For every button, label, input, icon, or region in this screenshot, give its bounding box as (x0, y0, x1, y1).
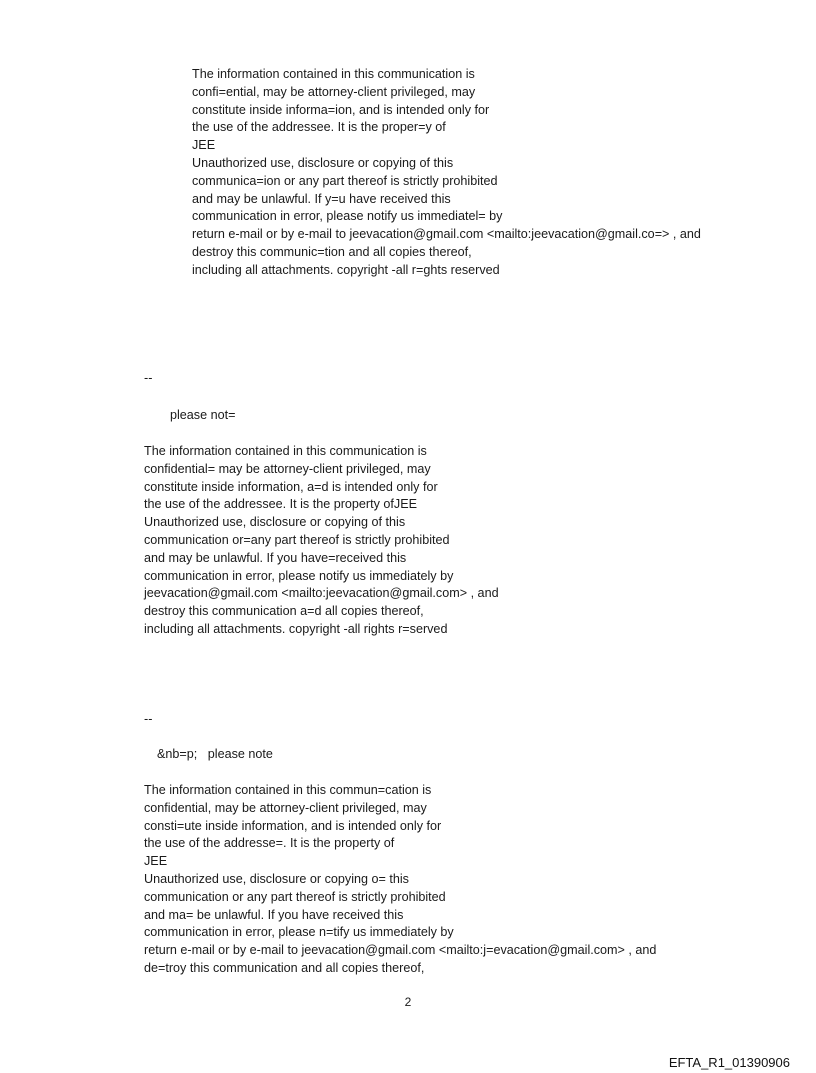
page-number: 2 (404, 995, 412, 1009)
text-line: communication in error, please notify us immediately by (144, 568, 454, 583)
text-line: the use of the addressee. It is the proper=y of (192, 120, 446, 135)
text-line: and ma= be unlawful. If you have received this (144, 907, 404, 922)
text-line: constitute inside information, a=d is intended only for (144, 479, 438, 494)
text-line: destroy this communication a=d all copies thereof, (144, 604, 424, 619)
text-line: return e-mail or by e-mail to jeevacation@gmail.com <mailto:jeevacation@gmail.co=> , and (192, 227, 701, 242)
text-line: communication in error, please n=tify us immediately by (144, 925, 454, 940)
text-line: the use of the addressee. It is the property ofJEE (144, 497, 418, 512)
salutation-line: &nb=p; please note (157, 747, 273, 761)
text-line: confidential, may be attorney-client privileged, may (144, 800, 427, 815)
text-line: Unauthorized use, disclosure or copying o= this (144, 871, 409, 886)
disclaimer-block-3 (144, 782, 656, 978)
text-line: Unauthorized use, disclosure or copying of this (192, 155, 454, 170)
text-line: and may be unlawful. If you have=received this (144, 550, 407, 565)
text-line: communica=ion or any part thereof is strictly prohibited (192, 173, 498, 188)
text-line: de=troy this communication and all copies thereof, (144, 960, 425, 975)
signature-separator: -- (144, 712, 153, 726)
text-line: communication or=any part thereof is strictly prohibited (144, 532, 450, 547)
text-line: The information contained in this communication is (192, 67, 475, 81)
disclaimer-block-1 (192, 66, 701, 280)
text-line: confidential= may be attorney-client privileged, may (144, 461, 431, 476)
text-line: jeevacation@gmail.com <mailto:jeevacation@gmail.com> , and (144, 586, 499, 601)
signature-separator: -- (144, 371, 153, 385)
text-line: consti=ute inside information, and is intended only for (144, 818, 442, 833)
salutation-line: please not= (170, 408, 236, 422)
text-line: Unauthorized use, disclosure or copying of this (144, 515, 406, 530)
text-line: The information contained in this communication is (144, 444, 427, 458)
text-line: including all attachments. copyright -all r=ghts reserved (192, 262, 500, 277)
text-line: return e-mail or by e-mail to jeevacation@gmail.com <mailto:j=evacation@gmail.com> , and (144, 943, 657, 958)
text-line: JEE (192, 138, 216, 153)
text-line: JEE (144, 854, 168, 869)
text-line: The information contained in this commun=cation is (144, 783, 432, 797)
text-line: destroy this communic=tion and all copies thereof, (192, 244, 472, 259)
disclaimer-block-2 (144, 443, 499, 639)
text-line: and may be unlawful. If y=u have received this (192, 191, 451, 206)
text-line: constitute inside informa=ion, and is intended only for (192, 102, 490, 117)
text-line: confi=ential, may be attorney-client privileged, may (192, 84, 476, 99)
text-line: including all attachments. copyright -all rights r=served (144, 621, 448, 636)
text-line: the use of the addresse=. It is the property of (144, 836, 395, 851)
document-id: EFTA_R1_01390906 (668, 1055, 790, 1070)
text-line: communication or any part thereof is strictly prohibited (144, 889, 446, 904)
text-line: communication in error, please notify us immediatel= by (192, 209, 503, 224)
